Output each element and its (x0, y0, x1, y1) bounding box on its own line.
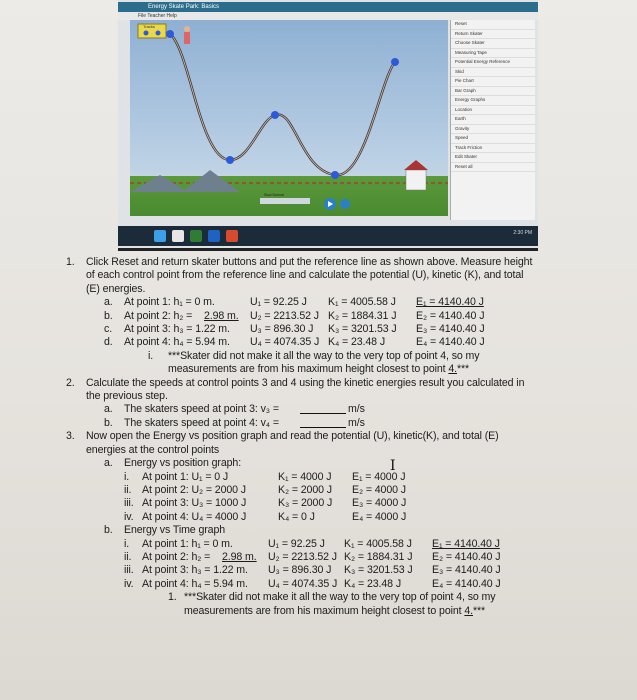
q3-b-row: iv. At point 4: h₄ = 5.94 m. U₄ = 4074.35 J K₄ = 23.48 J E₄ = 4140.40 J (124, 577, 501, 590)
q1-i-line2: measurements are from his maximum height closest to point 4.*** (168, 363, 470, 376)
taskbar-icon[interactable] (190, 230, 202, 242)
skater-icon[interactable] (184, 26, 190, 44)
q1-line3: (E) energies. (86, 282, 146, 295)
q2-b: b. The skaters speed at point 4: v₄ = m/s (104, 416, 365, 429)
q3-a-row: iii. At point 3: U₃ = 1000 J K₃ = 2000 J E₃ = 4000 J (124, 497, 407, 510)
panel-item[interactable]: Gravity (451, 125, 535, 135)
q3-b-row: iii. At point 3: h₃ = 1.22 m. U₃ = 896.30 J K₃ = 3201.53 J E₃ = 4140.40 J (124, 564, 501, 577)
skate-track[interactable] (170, 34, 395, 175)
tab-dot-icon (156, 31, 161, 36)
word-icon[interactable] (208, 230, 220, 242)
control-point[interactable] (226, 156, 234, 164)
track-highlight (170, 34, 395, 175)
panel-item[interactable]: Bar Graph (451, 87, 535, 97)
panel-item[interactable]: Return Skater (451, 30, 535, 40)
window-title: Energy Skate Park: Basics (118, 2, 538, 12)
panel-item[interactable]: Earth (451, 115, 535, 125)
panel-item[interactable]: Potential Energy Reference (451, 58, 535, 68)
tab-dot-icon (144, 31, 149, 36)
q2-line1: 2. Calculate the speeds at control points 3 and 4 using the kinetic energies result you calculated in (66, 376, 525, 389)
q1-i: i. ***Skater did not make it all the way to the very top of point 4, so my (148, 349, 480, 362)
q1-a: a. At point 1: h₁ = 0 m. U₁ = 92.25 J K₁ = 4005.58 J E₁ = 4140.40 J (104, 296, 484, 309)
q3-line1: 3. Now open the Energy vs position graph and read the potential (U), kinetic(K), and total (E) (66, 430, 499, 443)
panel-item[interactable]: Location (451, 106, 535, 116)
control-point[interactable] (331, 171, 339, 179)
speed-label: Slow Normal (264, 193, 284, 197)
q3-note-line2: measurements are from his maximum height closest to point 4.*** (184, 604, 486, 617)
panel-item[interactable]: Measuring Tape (451, 49, 535, 59)
speed-slider[interactable] (260, 198, 310, 204)
v3-blank[interactable] (300, 403, 346, 414)
panel-item[interactable]: Edit Skater (451, 153, 535, 163)
q1-b: b. At point 2: h₂ = 2.98 m. U₂ = 2213.52 J K₂ = 1884.31 J E₂ = 4140.40 J (104, 309, 485, 322)
control-point[interactable] (391, 58, 399, 66)
panel-item[interactable]: Track Friction (451, 144, 535, 154)
taskbar (118, 226, 538, 246)
taskbar-icon[interactable] (154, 230, 166, 242)
step-button[interactable] (340, 199, 350, 209)
panel-item[interactable]: Choose Skater (451, 39, 535, 49)
q2-line2: the previous step. (86, 390, 168, 403)
panel-item[interactable]: Reset (451, 20, 535, 30)
text-cursor-icon: I (390, 458, 396, 474)
clock: 2:30 PM (513, 230, 532, 236)
panel-item[interactable]: Energy Graphs (451, 96, 535, 106)
panel-item[interactable]: Reset all (451, 163, 535, 173)
q3-note: 1. ***Skater did not make it all the way to the very top of point 4, so my (168, 591, 496, 604)
q3-a: a. Energy vs position graph: (104, 457, 242, 470)
q3-b: b. Energy vs Time graph (104, 524, 226, 537)
q1-d: d. At point 4: h₄ = 5.94 m. U₄ = 4074.35 J K₄ = 23.48 J E₄ = 4140.40 J (104, 336, 485, 349)
q3-b-row: ii. At point 2: h₂ = 2.98 m. U₂ = 2213.52 J K₂ = 1884.31 J E₂ = 4140.40 J (124, 550, 501, 563)
q1-c: c. At point 3: h₃ = 1.22 m. U₃ = 896.30 J K₃ = 3201.53 J E₃ = 4140.40 J (104, 323, 485, 336)
house-icon (404, 160, 428, 190)
panel-item[interactable]: Skid (451, 68, 535, 78)
control-point[interactable] (271, 111, 279, 119)
mountains (130, 170, 240, 192)
v4-blank[interactable] (300, 417, 346, 428)
sim-canvas[interactable] (130, 20, 448, 216)
controls-panel (450, 20, 535, 220)
q1-line2: of each control point from the reference line and calculate the potential (U), kinetic (K), and total (86, 269, 524, 282)
tracks-tab-label: Tracks (143, 24, 155, 29)
q3-line2: energies at the control points (86, 443, 220, 456)
simulation-screen (118, 0, 538, 251)
q3-a-row: iv. At point 4: U₄ = 4000 J K₄ = 0 J E₄ = 4000 J (124, 510, 407, 523)
assignment-text (60, 256, 620, 618)
control-point[interactable] (166, 30, 174, 38)
menu-bar[interactable]: File Teacher Help (118, 12, 538, 20)
q2-a: a. The skaters speed at point 3: v₃ = m/s (104, 403, 365, 416)
taskbar-icon[interactable] (226, 230, 238, 242)
q3-b-row: i. At point 1: h₁ = 0 m. U₁ = 92.25 J K₁ = 4005.58 J E₁ = 4140.40 J (124, 537, 500, 550)
taskbar-icon[interactable] (172, 230, 184, 242)
panel-item[interactable]: Pie Chart (451, 77, 535, 87)
panel-item[interactable]: Speed (451, 134, 535, 144)
q3-a-row: i. At point 1: U₁ = 0 J K₁ = 4000 J E₁ = 4000 J (124, 470, 406, 483)
q1-line1: 1. Click Reset and return skater buttons and put the reference line as shown above. Measure height (66, 256, 533, 268)
q3-a-row: ii. At point 2: U₂ = 2000 J K₂ = 2000 J E₂ = 4000 J (124, 483, 406, 496)
